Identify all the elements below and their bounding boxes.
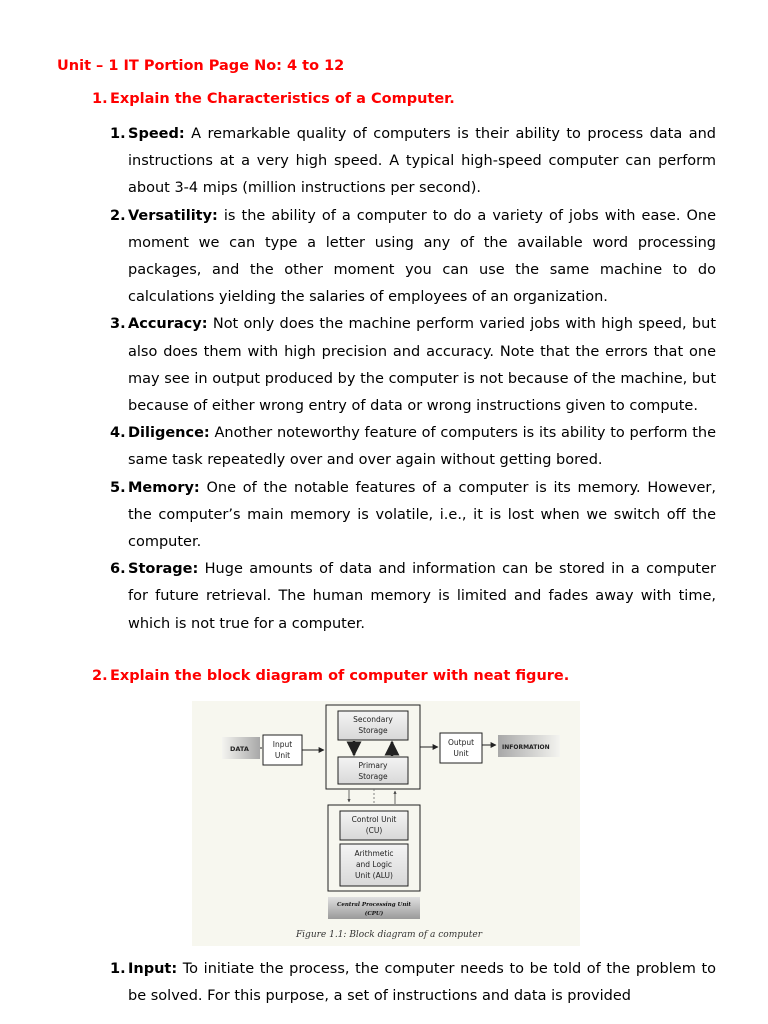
question-heading-2 [92, 668, 569, 684]
block-diagram [192, 701, 580, 946]
output-unit-label-1: Output [447, 738, 475, 747]
item-text: One of the notable features of a computer is its memory. However, the computer’s main memory is volatile, i.e., it is lost when we switch off the computer. [128, 479, 716, 551]
item-text: Another noteworthy feature of computers is its ability to perform the same task repeatedly over and over again without getting bored. [128, 425, 716, 469]
list-item [110, 311, 716, 420]
alu-label-1: Arithmetic [354, 849, 394, 858]
item-text: is the ability of a computer to do a variety of jobs with ease. One moment we can type a letter using any of the available word processing packages, and the other moment you can use the same machine to do calculations yielding the salaries of employees of an organization. [128, 207, 716, 306]
question-text: Explain the block diagram of computer with neat figure. [110, 668, 570, 684]
input-unit-label-1: Input [272, 740, 293, 749]
list-item [110, 420, 716, 474]
control-unit-label-2: (CU) [365, 826, 383, 835]
item-text: Not only does the machine perform varied jobs with high speed, but also does them with high precision and accuracy. Note that the errors that one may see in output produced by the computer is not because of the machine, but because of either wrong entry of data or wrong instructions given to compute. [128, 316, 716, 415]
item-number: 4. [110, 425, 126, 442]
list-item [110, 956, 716, 1010]
data-label: DATA [230, 745, 249, 753]
output-unit-label-2: Unit [453, 749, 469, 758]
item-term: Accuracy: [128, 316, 208, 333]
figure-caption: Figure 1.1: Block diagram of a computer [295, 930, 483, 940]
cpu-label-2: (CPU) [364, 911, 384, 917]
question-number: 1. [92, 91, 108, 107]
primary-storage-label-1: Primary [358, 761, 388, 770]
control-unit-label-1: Control Unit [351, 815, 397, 824]
item-text: Huge amounts of data and information can be stored in a computer for future retrieval. The human memory is limited and fades away with time, which is not true for a computer. [128, 561, 716, 632]
question-number: 2. [92, 668, 108, 684]
item-number: 5. [110, 479, 126, 496]
question-heading-1 [92, 91, 455, 107]
item-number: 1. [110, 961, 126, 977]
secondary-storage-label-1: Secondary [353, 715, 393, 724]
input-unit-label-2: Unit [274, 751, 291, 760]
item-number: 3. [110, 316, 126, 333]
characteristics-list [110, 121, 716, 638]
item-term: Input: [128, 961, 178, 977]
secondary-storage-label-2: Storage [358, 726, 388, 735]
unit-title: Unit – 1 IT Portion Page No: 4 to 12 [57, 58, 345, 74]
list-item [110, 475, 716, 557]
list-item [110, 121, 716, 203]
item-text: A remarkable quality of computers is their ability to process data and instructions at a very high speed. A typical high-speed computer can perform about 3-4 mips (million instructions per second). [128, 126, 716, 197]
item-term: Storage: [128, 561, 199, 578]
information-label: INFORMATION [502, 744, 550, 751]
item-term: Memory: [128, 479, 200, 496]
alu-label-2: and Logic [355, 860, 393, 869]
item-number: 2. [110, 207, 126, 224]
item-term: Diligence: [128, 425, 210, 442]
item-term: Versatility: [128, 207, 218, 224]
primary-storage-label-2: Storage [358, 772, 388, 781]
cpu-label-1: Central Processing Unit [337, 902, 411, 908]
block-diagram-figure [192, 701, 580, 946]
list-item [110, 556, 716, 638]
question-text: Explain the Characteristics of a Computer. [110, 91, 455, 107]
alu-label-3: Unit (ALU) [355, 871, 393, 880]
item-text: To initiate the process, the computer needs to be told of the problem to be solved. For this purpose, a set of instructions and data is provided [128, 961, 716, 1005]
item-number: 1. [110, 126, 126, 142]
item-number: 6. [110, 561, 126, 578]
item-term: Speed: [128, 126, 185, 142]
list-item [110, 203, 716, 312]
block-diagram-points-list [110, 956, 716, 1010]
